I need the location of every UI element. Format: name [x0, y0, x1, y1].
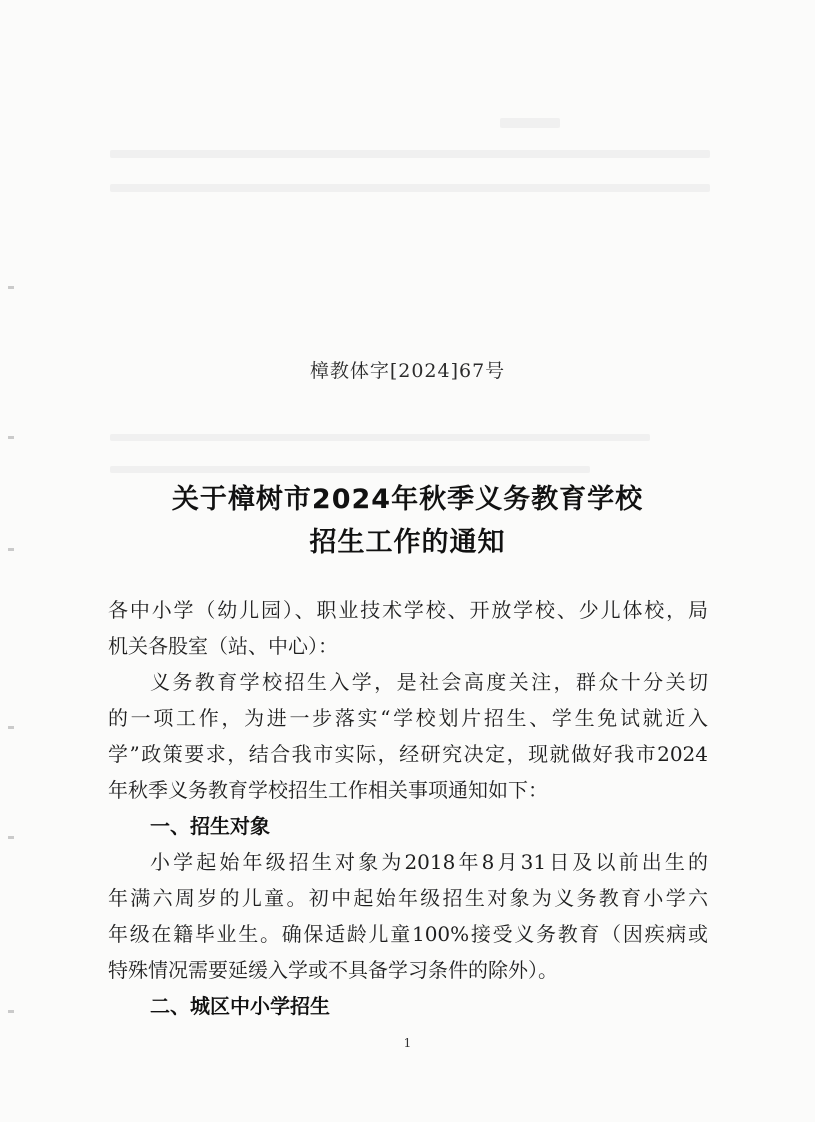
intro-paragraph-line-1: 义务教育学校招生入学，是社会高度关注，群众十分关切	[150, 670, 708, 694]
scan-artifact	[110, 184, 710, 192]
scan-artifact	[8, 836, 14, 839]
scan-artifact	[8, 286, 14, 289]
addressee-line-2: 机关各股室（站、中心）：	[108, 634, 338, 658]
document-number: 樟教体字[2024]67号	[309, 360, 506, 382]
scan-artifact	[8, 1010, 14, 1013]
scan-artifact	[110, 150, 710, 158]
page-number: 1	[403, 1036, 412, 1050]
scan-artifact	[8, 436, 14, 439]
scan-artifact	[110, 434, 650, 441]
document-title-line-1: 关于樟树市2024年秋季义务教育学校	[171, 484, 644, 515]
section-heading-1: 一、招生对象	[150, 814, 270, 838]
section-1-line-2: 年满六周岁的儿童。初中起始年级招生对象为义务教育小学六	[108, 886, 708, 910]
section-1-line-1: 小学起始年级招生对象为2018年8月31日及以前出生的	[150, 850, 708, 874]
scan-artifact	[110, 466, 590, 473]
addressee-line-1: 各中小学（幼儿园）、职业技术学校、开放学校、少儿体校，局	[108, 598, 708, 622]
intro-paragraph-line-2: 的一项工作，为进一步落实“学校划片招生、学生免试就近入	[108, 706, 708, 730]
section-1-line-4: 特殊情况需要延缓入学或不具备学习条件的除外）。	[108, 958, 558, 982]
scan-artifact	[500, 118, 560, 128]
section-heading-2: 二、城区中小学招生	[150, 994, 330, 1018]
section-1-line-3: 年级在籍毕业生。确保适龄儿童100%接受义务教育（因疾病或	[108, 922, 708, 946]
intro-paragraph-line-3: 学”政策要求，结合我市实际，经研究决定，现就做好我市2024	[108, 742, 708, 766]
document-title-line-2: 招生工作的通知	[309, 527, 506, 558]
scan-artifact	[8, 726, 14, 729]
intro-paragraph-line-4: 年秋季义务教育学校招生工作相关事项通知如下：	[108, 778, 548, 802]
